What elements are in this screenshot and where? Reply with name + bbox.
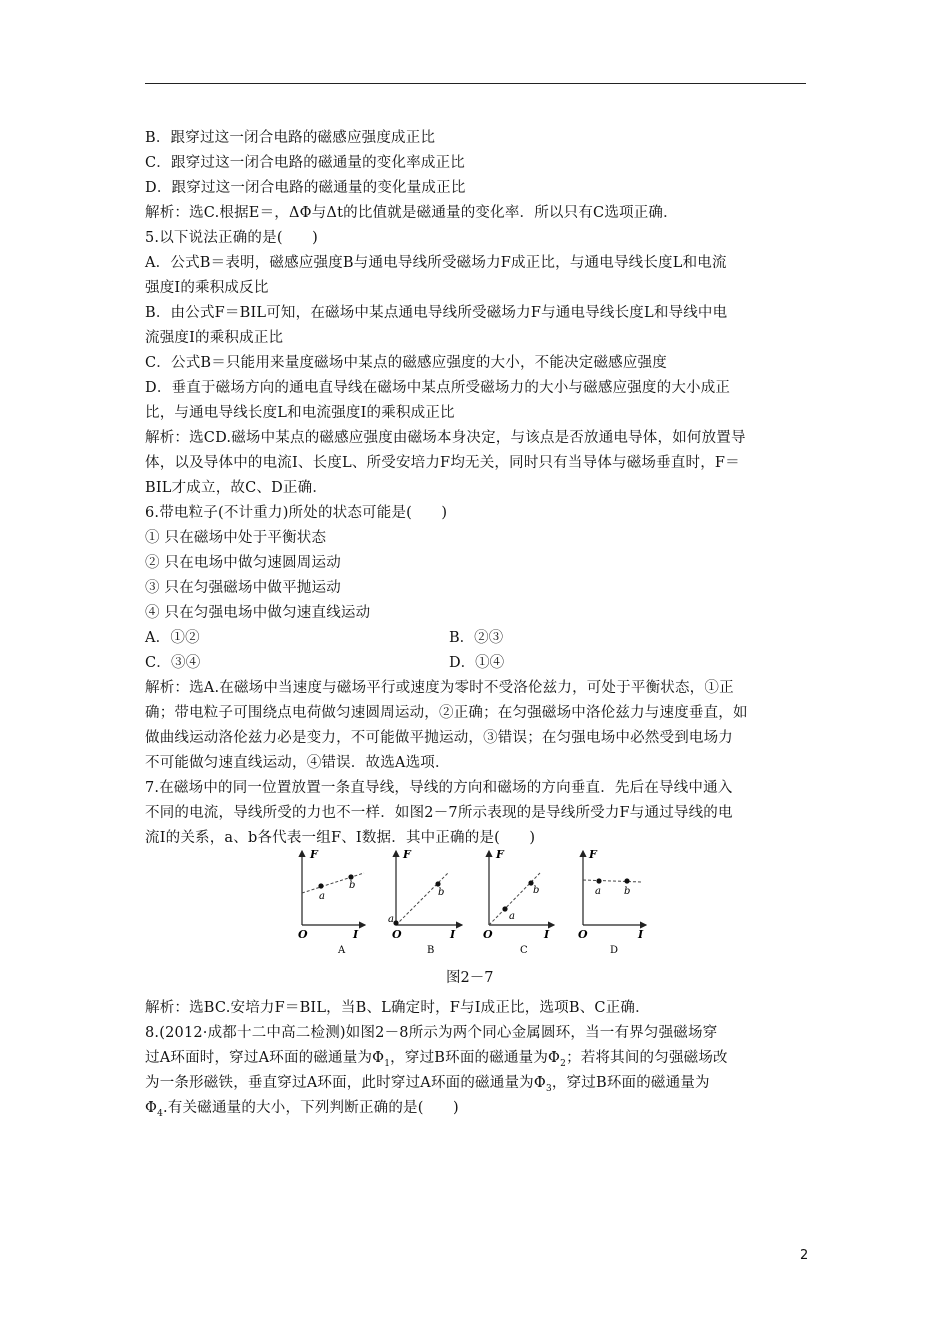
text-line-l12: 比，与通电导线长度L和电流强度I的乘积成正比 [145,405,455,421]
point-a [393,920,398,925]
text-line-l30: 不同的电流，导线所受的力也不一样．如图2－7所示表现的是导线所受力F与通过导线的电 [145,805,733,821]
graph-panel-b [388,848,462,956]
svg-text:I: I [353,928,359,941]
svg-text:F: F [310,848,318,861]
figure-caption: 图2－7 [446,970,494,986]
svg-text:I: I [544,928,550,941]
text-line-l14: 体，以及导体中的电流I、长度L、所受安培力F均无关，同时只有当导体与磁场垂直时，F＝ [145,455,740,471]
text-line-l34: 过A环面时，穿过A环面的磁通量为$\Phi_1$，穿过B环面的磁通量为$\Phi_2$；若将其间的匀强磁场改 [145,1050,728,1069]
svg-text:O: O [578,928,588,941]
option-line-l22: B．②③ [449,630,504,646]
text-line-l33: 8.(2012·成都十二中高二检测)如图2－8所示为两个同心金属圆环，当一有界匀强磁场穿 [145,1025,718,1041]
text-line-l10: C．公式B＝只能用来量度磁场中某点的磁感应强度的大小，不能决定磁感应强度 [145,355,667,371]
svg-text:F: F [589,848,597,861]
text-line-l16: 6.带电粒子(不计重力)所处的状态可能是( ) [145,505,448,521]
text-line-l05: 5.以下说法正确的是( ) [145,230,318,246]
text-line-l15: BIL才成立，故C、D正确． [145,480,328,496]
point-b [435,881,440,886]
svg-text:b: b [533,885,540,896]
svg-text:O: O [392,928,402,941]
text-line-l23: C．③④ [145,655,201,671]
graph-panel-c [483,848,554,956]
option-line-l24: D．①④ [449,655,505,671]
text-line-l06: A．公式B＝表明，磁感应强度B与通电导线所受磁场力F成正比，与通电导线长度L和电流 [145,255,727,271]
text-line-l08: B．由公式F＝BIL可知，在磁场中某点通电导线所受磁场力F与通电导线长度L和导线中电 [145,305,728,321]
text-line-l18: ② 只在电场中做匀速圆周运动 [145,555,341,571]
text-line-l35: 为一条形磁铁，垂直穿过A环面，此时穿过A环面的磁通量为$\Phi_3$，穿过B环面的磁通量为 [145,1075,710,1094]
svg-text:B: B [427,945,435,956]
point-a [318,883,323,888]
page-number: 2 [800,1248,809,1263]
text-line-l09: 流强度I的乘积成正比 [145,330,284,346]
svg-text:b: b [624,886,631,897]
header-rule [145,83,806,84]
graph-panel-d [578,848,646,956]
text-line-l17: ① 只在磁场中处于平衡状态 [145,530,327,546]
text-line-l36: $\Phi_4$.有关磁通量的大小，下列判断正确的是( ) [145,1100,459,1119]
text-line-l04: 解析：选C.根据E＝，ΔΦ与Δt的比值就是磁通量的变化率．所以只有C选项正确． [145,205,678,221]
figure-2-7 [290,843,660,960]
text-line-l29: 7.在磁场中的同一位置放置一条直导线，导线的方向和磁场的方向垂直．先后在导线中通入 [145,780,733,796]
svg-text:a: a [509,911,515,922]
text-line-l01: B．跟穿过这一闭合电路的磁感应强度成正比 [145,130,436,146]
text-line-l13: 解析：选CD.磁场中某点的磁感应强度由磁场本身决定，与该点是否放通电导体，如何放置导 [145,430,746,446]
svg-text:a: a [388,914,394,925]
svg-text:D: D [610,945,619,956]
svg-text:O: O [483,928,493,941]
text-line-l20: ④ 只在匀强电场中做匀速直线运动 [145,605,371,621]
svg-text:O: O [298,928,308,941]
text-line-l19: ③ 只在匀强磁场中做平抛运动 [145,580,341,596]
point-b [348,874,353,879]
point-a [502,906,507,911]
svg-text:A: A [338,945,346,956]
svg-text:I: I [450,928,456,941]
svg-text:a: a [319,891,325,902]
svg-text:F: F [496,848,504,861]
svg-text:F: F [403,848,411,861]
text-line-l03: D．跟穿过这一闭合电路的磁通量的变化量成正比 [145,180,466,196]
text-line-l02: C．跟穿过这一闭合电路的磁通量的变化率成正比 [145,155,465,171]
text-line-l31: 流I的关系，a、b各代表一组F、I数据．其中正确的是( ) [145,830,536,846]
text-line-l27: 做曲线运动洛伦兹力必是变力，不可能做平抛运动，③错误；在匀强电场中必然受到电场力 [145,730,733,746]
svg-text:I: I [638,928,644,941]
point-b [624,878,629,883]
text-line-l21: A．①② [145,630,200,646]
text-line-l26: 确；带电粒子可围绕点电荷做匀速圆周运动，②正确；在匀强磁场中洛伦兹力与速度垂直，如 [145,705,748,721]
text-line-l25: 解析：选A.在磁场中当速度与磁场平行或速度为零时不受洛伦兹力，可处于平衡状态，①正 [145,680,734,696]
svg-text:C: C [520,945,528,956]
svg-text:b: b [438,887,445,898]
text-line-l28: 不可能做匀速直线运动，④错误．故选A选项． [145,755,450,771]
graph-panel-a [298,848,365,956]
svg-text:b: b [349,880,356,891]
text-line-l32: 解析：选BC.安培力F＝BIL，当B、L确定时，F与I成正比，选项B、C正确． [145,1000,650,1016]
f-i-graphs [290,843,660,960]
text-line-l07: 强度I的乘积成反比 [145,280,269,296]
point-a [596,878,601,883]
text-line-l11: D．垂直于磁场方向的通电直导线在磁场中某点所受磁场力的大小与磁感应强度的大小成正 [145,380,731,396]
svg-text:a: a [595,886,601,897]
